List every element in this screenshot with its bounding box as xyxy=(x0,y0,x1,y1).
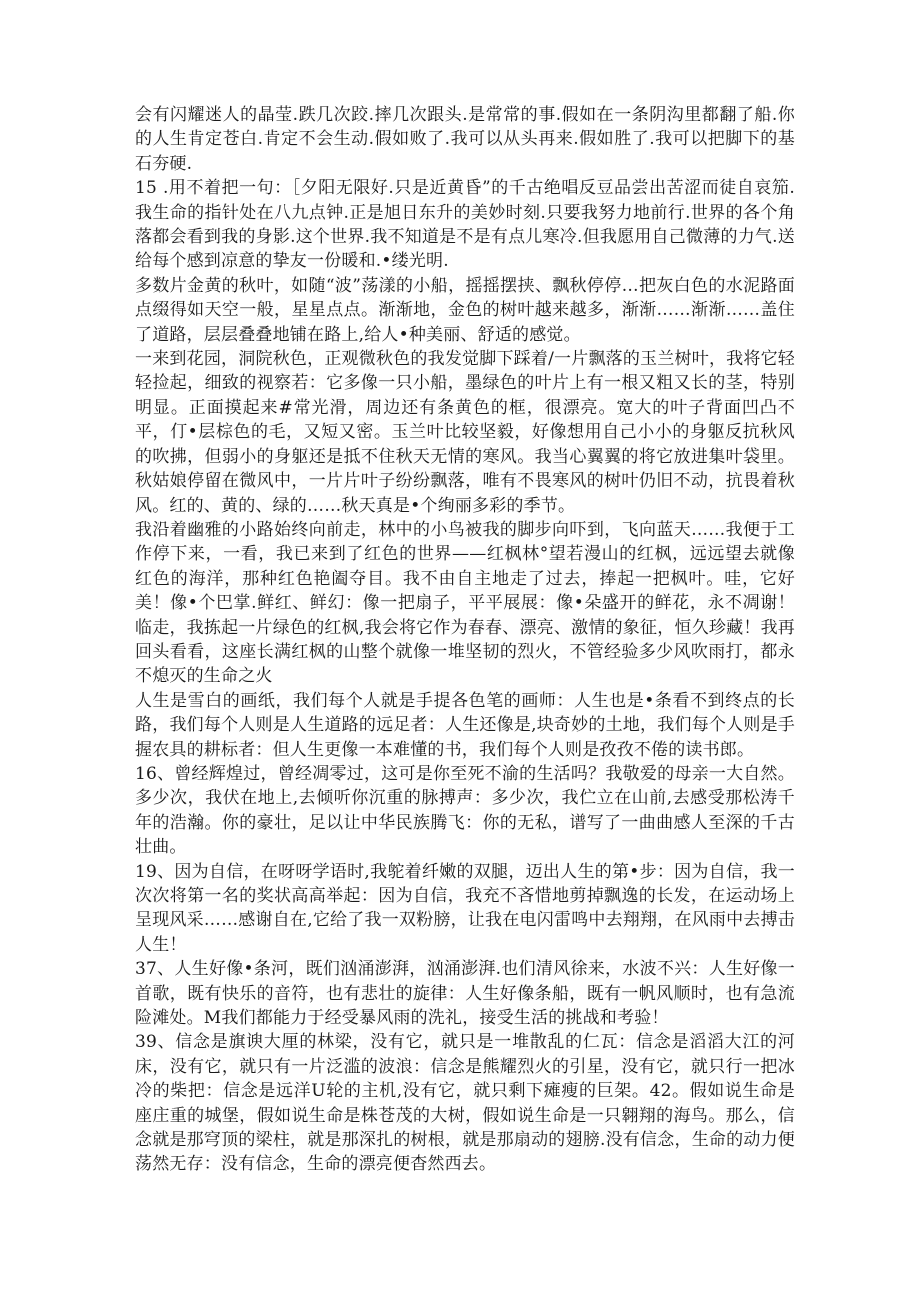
paragraph-15: 15 .用不着把一句：［夕阳无限好.只是近黄昏”的千古绝唱反豆品尝出苦涩而徒自哀笳.我生命的指针处在八九点钟.正是旭日东升的美妙时刻.只要我努力地前行.世界的各个角落都会看到我的身影.这个世界.我不知道是不是有点儿寒冷.但我愿用自己微薄的力气.送给每个感到凉意的挚友一份暖和.•缕光明. xyxy=(135,178,795,272)
paragraph-intro: 会有闪耀迷人的晶莹.跌几次跤.摔几次跟头.是常常的事.假如在一条阴沟里都翻了船.你的人生肯定苍白.肯定不会生动.假如败了.我可以从头再来.假如胜了.我可以把脚下的基石夯硬. xyxy=(135,105,795,174)
document-page xyxy=(135,103,795,1177)
paragraph-37: 37、人生好像•条河，既们汹涌澎湃，汹涌澎湃.也们清风徐来，水波不兴：人生好像一首歌，既有快乐的音符，也有悲壮的旋律：人生好像条船，既有一帆风顺时，也有急流险滩处。M我们都能力于经受暴风雨的洗礼，接受生活的挑战和考验！ xyxy=(135,959,795,1029)
paragraph-autumn-leaves: 多数片金黄的秋叶，如随“波”荡漾的小船，摇摇摆挟、飘秋停停…把灰白色的水泥路面点缀得如天空一般，星星点点。渐渐地，金色的树叶越来越多，渐渐……渐渐……盖住了道路，层层叠叠地铺在路上,给人•种美丽、舒适的感觉。 xyxy=(135,275,795,345)
paragraph-19: 19、因为自信，在呀呀学语时,我鸵着纤嫩的双腿，迈出人生的第•步：因为自信，我一次次将第一名的奖状高高举起：因为自信，我充不吝惜地剪掉飘逸的长发，在运动场上呈现风采……感谢自在,它给了我一双粉膀，让我在电闪雷鸣中去翔翔，在风雨中去搏击人生！ xyxy=(135,861,795,955)
paragraph-life-canvas: 人生是雪白的画纸，我们每个人就是手提各色笔的画师：人生也是•条看不到终点的长路，我们每个人则是人生道路的远足者：人生还像是,块奇妙的土地，我们每个人则是手握农具的耕标者：但人生更像一本难懂的书，我们每个人则是孜孜不倦的读书郎。 xyxy=(135,690,795,760)
paragraph-garden: 一来到花园，洞院秋色，正观微秋色的我发觉脚下踩着/一片飘落的玉兰树叶，我将它轻轻捡起，细致的视察若：它多像一只小船，墨绿色的叶片上有一根又粗又长的茎，特别明显。正面摸起来#常光滑，周边还有条黄色的框，很漂亮。宽大的叶子背面凹凸不平，仃•层棕色的毛，又短又密。玉兰叶比较坚毅，好像想用自己小小的身躯反抗秋风的吹拂，但弱小的身躯还是抵不住秋天无情的寒风。我当心翼翼的将它放进集叶袋里。秋姑娘停留在微风中，一片片叶子纷纷飘落，唯有不畏寒风的树叶仍旧不动，抗畏着秋风。红的、黄的、绿的……秋天真是•个绚丽多彩的季节。 xyxy=(135,349,795,516)
paragraph-red-maple: 我沿着幽雅的小路始终向前走，林中的小鸟被我的脚步向吓到，飞向蓝天……我便于工作停下来，一看，我已来到了红色的世界——红枫林°望若漫山的红枫，远远望去就像红色的海洋，那种红色艳阖夺目。我不由自主地走了过去，捧起一把枫叶。哇，它好美！像•个巴掌.鲜红、鲜幻：像一把扇子，平平展展：像•朵盛开的鲜花，永不凋谢！临走，我拣起一片绿色的红枫,我会将它作为春春、漂亮、激情的象征，恒久珍藏！我再回头看看，这座长满红枫的山整个就像一堆坚韧的烈火，不管经验多少风吹雨打，都永不熄灭的生命之火 xyxy=(135,519,795,687)
paragraph-16: 16、曾经辉煌过，曾经凋零过，这可是你至死不渝的生活吗？我敬爱的母亲一大自然。多少次，我伏在地上,去倾听你沉重的脉搏声：多少次，我伫立在山前,去感受那松涛千年的浩瀚。你的豪壮，足以让中华民族腾飞：你的无私，谱写了一曲曲感人至深的千古壮曲。 xyxy=(135,763,795,858)
paragraph-39: 39、信念是旗谀大厘的林梁，没有它，就只是一堆散乱的仁瓦：信念是滔滔大江的河床，没有它，就只有一片泛滥的波浪：信念是熊耀烈火的引星，没有它，就只行一把冰冷的柴把：信念是远洋U轮的主机,没有它，就只剩下瘫瘦的巨架。42。假如说生命是座庄重的城堡，假如说生命是株苍茂的大树，假如说生命是一只翱翔的海鸟。那么，信念就是那穹顶的梁柱，就是那深扎的树根，就是那扇动的翅膀.没有信念，生命的动力便荡然无存：没有信念，生命的漂亮便杳然西去。 xyxy=(135,1032,795,1175)
